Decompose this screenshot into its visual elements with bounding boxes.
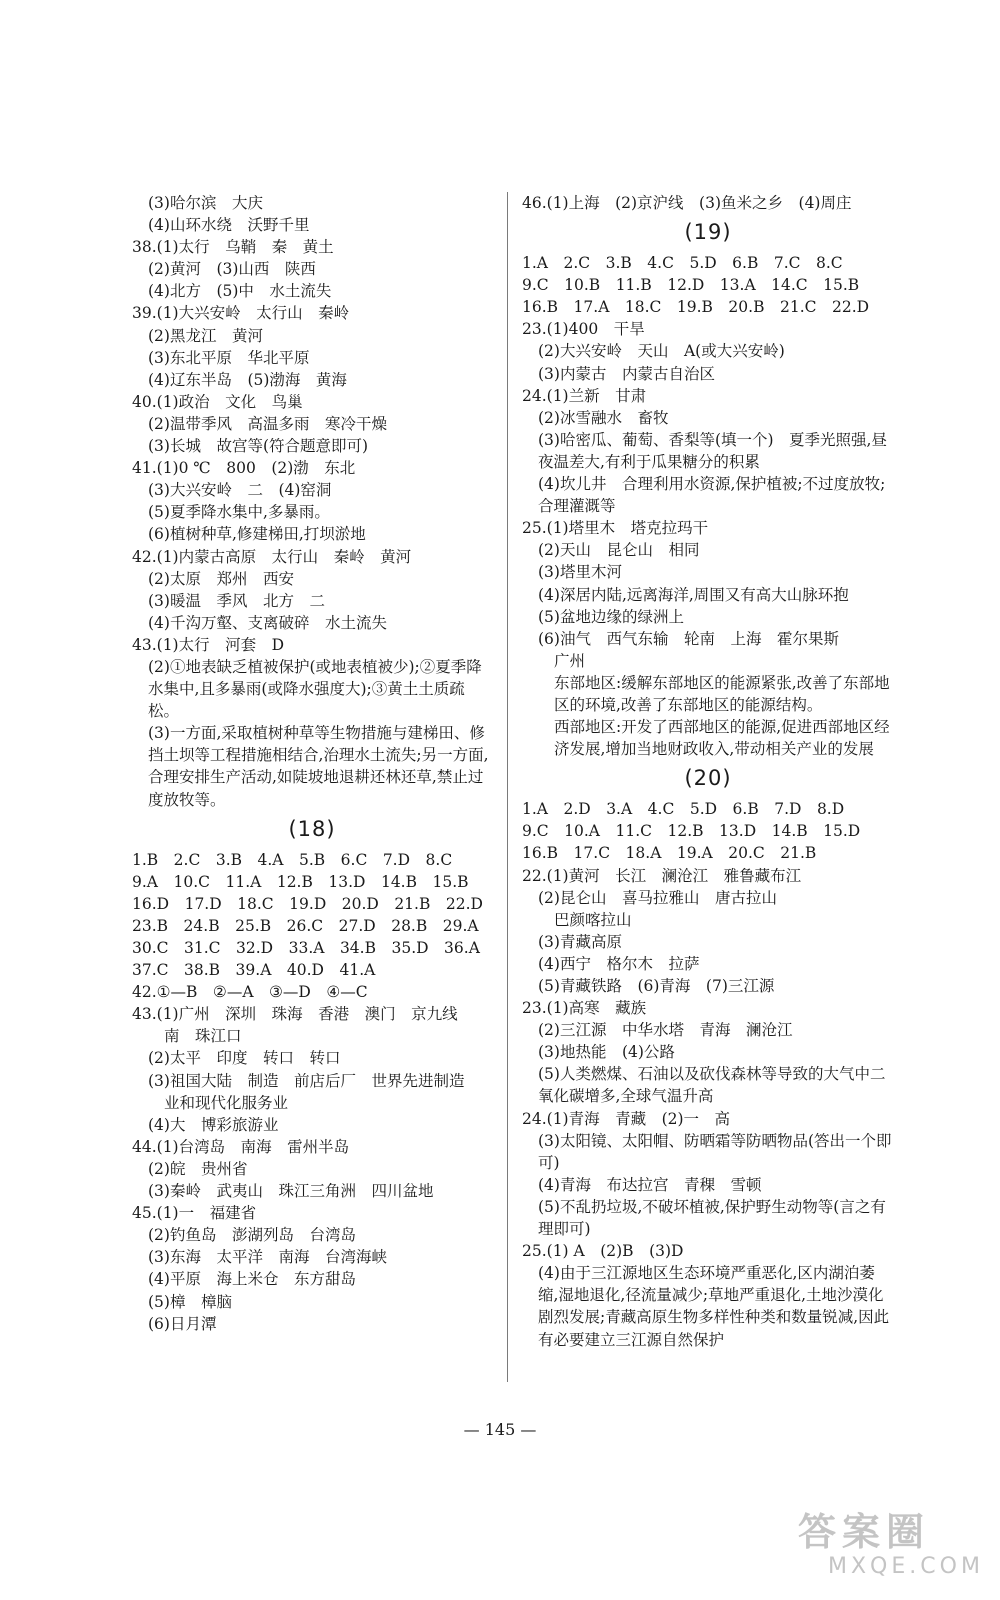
answer-line: 巴颜喀拉山 bbox=[554, 910, 632, 929]
section-heading: (19) bbox=[684, 220, 732, 245]
answer-line: 25.(1)塔里木 塔克拉玛干 bbox=[522, 519, 709, 538]
answer-line: (6)植树种草,修建梯田,打坝淤地 bbox=[148, 525, 366, 544]
answer-line: (4)深居内陆,远离海洋,周围又有高大山脉环抱 bbox=[538, 585, 849, 604]
answer-line: (3)哈密瓜、葡萄、香梨等(填一个) 夏季光照强,昼夜温差大,有利于瓜果糖分的积累 bbox=[538, 430, 887, 471]
section-heading: (20) bbox=[684, 766, 732, 791]
answer-line: 42.(1)内蒙古高原 太行山 秦岭 黄河 bbox=[132, 547, 412, 566]
column-divider bbox=[507, 192, 508, 1382]
answer-line: 38.(1)太行 乌鞘 秦 黄土 bbox=[132, 238, 334, 257]
answer-line: 南 珠江口 bbox=[164, 1027, 242, 1046]
answer-line: 40.(1)政治 文化 鸟巢 bbox=[132, 392, 303, 411]
answer-line: (2)皖 贵州省 bbox=[148, 1159, 248, 1178]
answer-line: 23.B 24.B 25.B 26.C 27.D 28.B 29.A bbox=[132, 916, 479, 935]
answer-line: (5)青藏铁路 (6)青海 (7)三江源 bbox=[538, 977, 775, 995]
answer-line: (3)一方面,采取植树种草等生物措施与建梯田、修挡土坝等工程措施相结合,治理水土流失;另一方面,合理安排生产活动,如陡坡地退耕还林还草,禁止过度放牧等。 bbox=[148, 724, 489, 809]
left-column bbox=[132, 192, 492, 1335]
answer-line: (2)三江源 中华水塔 青海 澜沧江 bbox=[538, 1021, 793, 1040]
answer-line: 23.(1)400 干旱 bbox=[522, 320, 645, 339]
answer-line: (6)油气 西气东输 轮南 上海 霍尔果斯 bbox=[538, 629, 839, 648]
watermark-chars: 答案圈 bbox=[798, 1510, 931, 1554]
answer-line: (2)冰雪融水 畜牧 bbox=[538, 408, 669, 427]
answer-line: (3)东北平原 华北平原 bbox=[148, 348, 310, 367]
answer-line: 1.A 2.C 3.B 4.C 5.D 6.B 7.C 8.C bbox=[522, 254, 843, 273]
answer-line: 30.C 31.C 32.D 33.A 34.B 35.D 36.A bbox=[132, 939, 480, 957]
answer-line: (2)天山 昆仑山 相同 bbox=[538, 541, 700, 560]
answer-line: 22.(1)黄河 长江 澜沧江 雅鲁藏布江 bbox=[522, 866, 802, 885]
answer-line: 39.(1)大兴安岭 太行山 秦岭 bbox=[132, 304, 350, 323]
answer-line: 44.(1)台湾岛 南海 雷州半岛 bbox=[132, 1137, 350, 1156]
answer-line: (4)平原 海上米仓 东方甜岛 bbox=[148, 1270, 356, 1289]
answer-line: 24.(1)青海 青藏 (2)一 高 bbox=[522, 1109, 731, 1128]
right-column bbox=[522, 192, 894, 1351]
answer-line: 46.(1)上海 (2)京沪线 (3)鱼米之乡 (4)周庄 bbox=[522, 194, 852, 212]
answer-line: 37.C 38.B 39.A 40.D 41.A bbox=[132, 961, 376, 980]
answer-line: (2)昆仑山 喜马拉雅山 唐古拉山 bbox=[538, 888, 777, 907]
answer-line: (3)长城 故宫等(符合题意即可) bbox=[148, 437, 369, 456]
answer-line: (3)大兴安岭 二 (4)窑洞 bbox=[148, 481, 332, 500]
answer-line: 16.B 17.A 18.C 19.B 20.B 21.C 22.D bbox=[522, 298, 870, 317]
answer-line: (4)辽东半岛 (5)渤海 黄海 bbox=[148, 370, 347, 389]
page-number: — 145 — bbox=[463, 1420, 537, 1439]
answer-line: 41.(1)0 ℃ 800 (2)渤 东北 bbox=[132, 459, 356, 478]
answer-line: (2)黑龙江 黄河 bbox=[148, 326, 263, 345]
answer-line: (2)温带季风 高温多雨 寒冷干燥 bbox=[148, 414, 387, 433]
answer-line: (4)坎儿井 合理利用水资源,保护植被;不过度放牧;合理灌溉等 bbox=[538, 475, 886, 516]
answer-line: (3)太阳镜、太阳帽、防晒霜等防晒物品(答出一个即可) bbox=[538, 1131, 892, 1172]
answer-line: 45.(1)一 福建省 bbox=[132, 1204, 257, 1223]
section-heading: (18) bbox=[288, 816, 336, 841]
answer-line: (3)祖国大陆 制造 前店后厂 世界先进制造 bbox=[148, 1071, 465, 1090]
answer-line: (2)钓鱼岛 澎湖列岛 台湾岛 bbox=[148, 1226, 356, 1245]
answer-line: 23.(1)高寒 藏族 bbox=[522, 999, 647, 1018]
answer-line: (5)盆地边缘的绿洲上 bbox=[538, 607, 684, 626]
answer-line: 24.(1)兰新 甘肃 bbox=[522, 386, 647, 405]
answer-line: (3)暖温 季风 北方 二 bbox=[148, 591, 325, 610]
answer-line: 广州 bbox=[554, 651, 586, 670]
answer-line: (6)日月潭 bbox=[148, 1314, 217, 1333]
answer-line: (4)青海 布达拉宫 青稞 雪顿 bbox=[538, 1175, 762, 1194]
answer-line: 43.(1)太行 河套 D bbox=[132, 635, 285, 654]
answer-line: (4)山环水绕 沃野千里 bbox=[148, 216, 310, 235]
answer-line: 43.(1)广州 深圳 珠海 香港 澳门 京九线 bbox=[132, 1005, 458, 1024]
answer-line: 业和现代化服务业 bbox=[164, 1093, 289, 1112]
answer-line: (4)由于三江源地区生态环境严重恶化,区内湖泊萎缩,湿地退化,径流量减少;草地严重退化,土地沙漠化剧烈发展;青藏高原生物多样性种类和数量锐减,因此有必要建立三江源自然保护 bbox=[538, 1264, 890, 1349]
answer-line: (3)秦岭 武夷山 珠江三角洲 四川盆地 bbox=[148, 1182, 434, 1201]
answer-line: (4)西宁 格尔木 拉萨 bbox=[538, 954, 700, 973]
answer-line: 1.B 2.C 3.B 4.A 5.B 6.C 7.D 8.C bbox=[132, 850, 453, 869]
answer-line: (4)北方 (5)中 水土流失 bbox=[148, 282, 332, 301]
answer-line: (3)东海 太平洋 南海 台湾海峡 bbox=[148, 1248, 387, 1267]
answer-line: (3)地热能 (4)公路 bbox=[538, 1043, 675, 1062]
answer-line: (5)夏季降水集中,多暴雨。 bbox=[148, 503, 330, 522]
answer-line: 16.D 17.D 18.C 19.D 20.D 21.B 22.D bbox=[132, 894, 483, 913]
answer-line: (2)大兴安岭 天山 A(或大兴安岭) bbox=[538, 342, 785, 361]
answer-line: (4)千沟万壑、支离破碎 水土流失 bbox=[148, 613, 387, 632]
answer-line: (5)不乱扔垃圾,不破坏植被,保护野生动物等(言之有理即可) bbox=[538, 1197, 886, 1239]
answer-line: (3)青藏高原 bbox=[538, 932, 622, 951]
answer-line: 9.C 10.A 11.C 12.B 13.D 14.B 15.D bbox=[522, 822, 861, 841]
answer-line: (2)黄河 (3)山西 陕西 bbox=[148, 260, 316, 279]
watermark-logo bbox=[798, 1510, 988, 1588]
answer-line: 16.B 17.C 18.A 19.A 20.C 21.B bbox=[522, 844, 817, 863]
answer-line: (2)①地表缺乏植被保护(或地表植被少);②夏季降水集中,且多暴雨(或降水强度大);③黄土土质疏松。 bbox=[148, 657, 482, 721]
answer-line: 9.A 10.C 11.A 12.B 13.D 14.B 15.B bbox=[132, 872, 469, 891]
answer-line: (3)塔里木河 bbox=[538, 563, 622, 582]
answer-line: 1.A 2.D 3.A 4.C 5.D 6.B 7.D 8.D bbox=[522, 800, 845, 819]
answer-line: (5)人类燃煤、石油以及砍伐森林等导致的大气中二氧化碳增多,全球气温升高 bbox=[538, 1065, 886, 1106]
answer-line: (2)太平 印度 转口 转口 bbox=[148, 1049, 341, 1068]
answer-line: 西部地区:开发了西部地区的能源,促进西部地区经济发展,增加当地财政收入,带动相关产业的发展 bbox=[554, 718, 890, 759]
answer-line: (4)大 博彩旅游业 bbox=[148, 1115, 279, 1134]
answer-line: (5)樟 樟脑 bbox=[148, 1292, 232, 1311]
watermark-url: MXQE.COM bbox=[828, 1554, 984, 1579]
answer-line: 东部地区:缓解东部地区的能源紧张,改善了东部地区的环境,改善了东部地区的能源结构。 bbox=[554, 673, 890, 714]
answer-line: 25.(1) A (2)B (3)D bbox=[522, 1242, 684, 1261]
answer-line: (3)内蒙古 内蒙古自治区 bbox=[538, 364, 715, 383]
answer-line: (3)哈尔滨 大庆 bbox=[148, 194, 263, 212]
answer-line: 9.C 10.B 11.B 12.D 13.A 14.C 15.B bbox=[522, 276, 860, 295]
answer-line: (2)太原 郑州 西安 bbox=[148, 569, 294, 588]
answer-line: 42.①—B ②—A ③—D ④—C bbox=[132, 983, 368, 1002]
